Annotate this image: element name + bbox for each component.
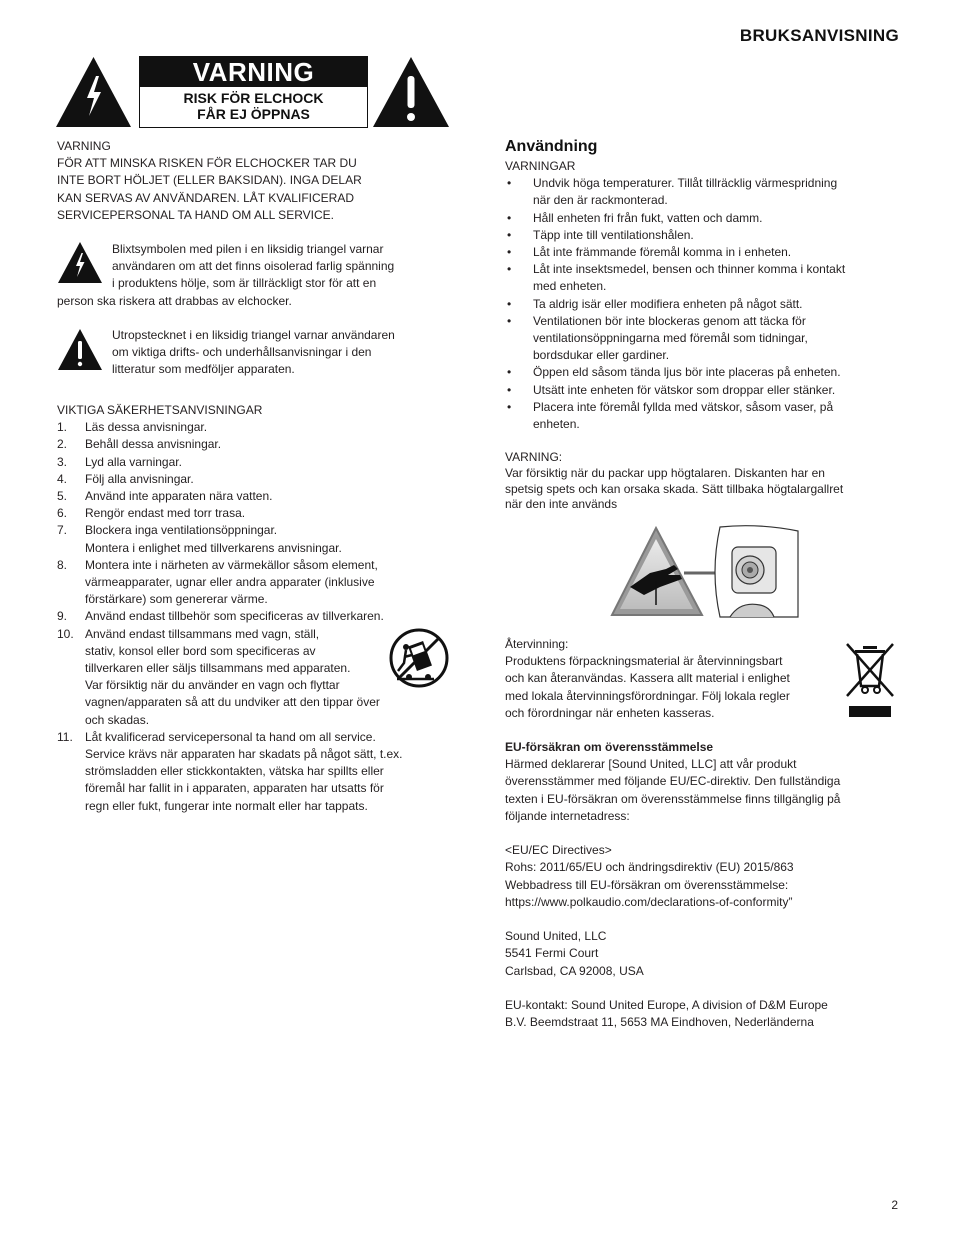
warning-line: KAN SERVAS AV ANVÄNDAREN. LÅT KVALIFICERAD bbox=[57, 190, 354, 205]
contact-line: EU-kontakt: Sound United Europe, A division of D&M Europe bbox=[505, 998, 828, 1012]
warning-line: FÖR ATT MINSKA RISKEN FÖR ELCHOCKER TAR DU bbox=[57, 156, 357, 171]
directives-url[interactable]: https://www.polkaudio.com/declarations-of-conformity” bbox=[505, 894, 793, 909]
warning-item bbox=[505, 261, 900, 295]
recycling-line: och förordningar när enheten kasseras. bbox=[505, 705, 715, 720]
address-line: Carlsbad, CA 92008, USA bbox=[505, 963, 644, 978]
safety-item bbox=[57, 608, 449, 625]
safety-item-number: 3. bbox=[57, 454, 68, 469]
page-number: 2 bbox=[891, 1198, 898, 1212]
safety-item-line: Montera i enlighet med tillverkarens anvisningar. bbox=[85, 540, 342, 555]
warning-section bbox=[57, 138, 449, 224]
safety-item-line: Använd endast tillbehör som specificeras av tillverkaren. bbox=[85, 609, 384, 624]
warning-item bbox=[505, 364, 900, 381]
lightning-explanation bbox=[112, 241, 452, 293]
warning-item-line: • Öppen eld såsom tända ljus bör inte placeras på enheten. bbox=[533, 365, 841, 380]
warning-heading: VARNING bbox=[57, 139, 111, 153]
document-header-title: BRUKSANVISNING bbox=[739, 26, 899, 45]
warning-item-line: • Låt inte främmande föremål komma in i enheten. bbox=[533, 245, 792, 259]
cart-tipover-warning-icon bbox=[388, 627, 450, 689]
exclamation-line: om viktiga drifts- och underhållsanvisningar i den bbox=[112, 345, 372, 360]
warning-item-line: ventilationsöppningarna med föremål som tidningar, bbox=[533, 331, 808, 346]
lightning-line-last: person ska riskera att drabbas av elchocker. bbox=[57, 293, 292, 308]
safety-item-line: Läs dessa anvisningar. bbox=[85, 420, 208, 435]
banner-line-1: RISK FÖR ELCHOCK bbox=[183, 90, 324, 106]
varning-line: när den inte används bbox=[505, 497, 618, 512]
warning-item bbox=[505, 175, 900, 209]
safety-item bbox=[57, 557, 449, 609]
safety-item-number: 11. bbox=[57, 729, 73, 744]
safety-item-line: strömsladden eller stickkontakten, vätska har spillts eller bbox=[85, 764, 384, 779]
safety-item-line: regn eller fukt, fungerar inte normalt eller har tappats. bbox=[85, 798, 368, 813]
warning-item-line: • Håll enheten fri från fukt, vatten och damm. bbox=[533, 210, 763, 225]
weee-crossed-bin-icon bbox=[843, 640, 897, 718]
warning-item-line: bordsdukar eller gardiner. bbox=[533, 348, 670, 363]
warning-item-line: • Låt inte insektsmedel, bensen och thinner komma i kontakt bbox=[533, 262, 846, 277]
exclamation-symbol-icon bbox=[57, 328, 103, 371]
safety-item-number: 5. bbox=[57, 489, 68, 503]
eu-line: överensstämmer med följande EU/EC-direktiv. Den fullständiga bbox=[505, 774, 841, 789]
varning-line: spetsig spets och kan orsaka skada. Sätt tillbaka högtalargallret bbox=[505, 481, 844, 496]
directives-line: <EU/EC Directives> bbox=[505, 843, 612, 858]
eu-line: Härmed deklarerar [Sound United, LLC] att vår produkt bbox=[505, 757, 797, 772]
safety-item bbox=[57, 729, 449, 815]
safety-item-line: stativ, konsol eller bord som specificeras av bbox=[85, 643, 316, 658]
safety-item-number: 8. bbox=[57, 557, 68, 572]
warning-item bbox=[505, 399, 900, 433]
safety-item-number: 7. bbox=[57, 523, 68, 538]
exclamation-line: litteratur som medföljer apparaten. bbox=[112, 362, 295, 377]
warning-item-line: med enheten. bbox=[533, 279, 607, 294]
safety-item bbox=[57, 488, 449, 505]
safety-item-line: värmeapparater, ugnar eller andra apparater (inklusive bbox=[85, 575, 375, 590]
warning-line: SERVICEPERSONAL TA HAND OM ALL SERVICE. bbox=[57, 207, 334, 222]
eu-line: texten i EU-försäkran om överensstämmelse finns tillgänglig på bbox=[505, 791, 841, 806]
varning-colon: : bbox=[558, 450, 563, 464]
address-line: 5541 Fermi Court bbox=[505, 946, 599, 961]
safety-item-number: 9. bbox=[57, 609, 68, 624]
varning-block bbox=[505, 449, 900, 513]
banner-title: VARNING bbox=[140, 57, 367, 87]
warning-item-line: när den är rackmonterad. bbox=[533, 193, 668, 208]
safety-item-line: vagnen/apparaten så att du undviker att den tippar över bbox=[85, 695, 380, 710]
warning-item bbox=[505, 313, 900, 365]
safety-item-line: Använd endast tillsammans med vagn, ställ, bbox=[85, 626, 320, 641]
safety-item-line: Följ alla anvisningar. bbox=[85, 471, 194, 486]
recycling-heading: Återvinning: bbox=[505, 637, 569, 651]
warning-item-line: • Undvik höga temperaturer. Tillåt tillräcklig värmespridning bbox=[533, 176, 838, 191]
warnings-list bbox=[505, 175, 900, 433]
warning-item-line: • Placera inte föremål fyllda med vätskor, såsom vaser, på bbox=[533, 399, 834, 414]
tweeter-caution-illustration bbox=[610, 525, 800, 620]
eu-declaration-block bbox=[505, 739, 900, 1031]
safety-item-line: Låt kvalificerad servicepersonal ta hand om all service. bbox=[85, 729, 376, 744]
warning-item bbox=[505, 296, 900, 313]
exclamation-line: Utropstecknet i en liksidig triangel varnar användaren bbox=[112, 328, 395, 342]
safety-item-number: 6. bbox=[57, 506, 68, 521]
warning-item-line: enheten. bbox=[533, 417, 580, 432]
safety-item-line: Var försiktig när du använder en vagn och flyttar bbox=[85, 678, 340, 693]
lightning-line: Blixtsymbolen med pilen i en liksidig triangel varnar bbox=[112, 242, 384, 256]
recycling-line: och kan återanvändas. Kassera allt material i enlighet bbox=[505, 671, 790, 686]
directives-line: Webbadress till EU-försäkran om överensstämmelse: bbox=[505, 877, 789, 892]
safety-item-number: 4. bbox=[57, 471, 68, 486]
lightning-warning-icon bbox=[55, 56, 132, 128]
usage-heading: Användning bbox=[505, 138, 598, 155]
safety-item bbox=[57, 471, 449, 488]
warning-item bbox=[505, 244, 900, 261]
lightning-line: i produktens hölje, som är tillräckligt stor för att en bbox=[112, 276, 377, 291]
safety-item bbox=[57, 419, 449, 436]
banner-line-2: FÅR EJ ÖPPNAS bbox=[197, 106, 310, 122]
lightning-line: användaren om att det finns oisolerad farlig spänning bbox=[112, 259, 395, 274]
safety-item-line: föremål har fallit in i apparaten, apparaten har utsatts för bbox=[85, 781, 384, 796]
varning-line: Var försiktig när du packar upp högtalaren. Diskanten har en bbox=[505, 466, 825, 481]
safety-heading: VIKTIGA SÄKERHETSANVISNINGAR bbox=[57, 403, 263, 417]
safety-item bbox=[57, 436, 449, 453]
safety-item bbox=[57, 454, 449, 471]
safety-instructions-list bbox=[57, 419, 449, 815]
warning-item bbox=[505, 227, 900, 244]
safety-item-line: tillverkaren eller säljs tillsammans med apparaten. bbox=[85, 661, 351, 676]
safety-item bbox=[57, 522, 449, 556]
safety-item-number: 2. bbox=[57, 437, 68, 452]
warning-line: INTE BORT HÖLJET (ELLER BAKSIDAN). INGA DELAR bbox=[57, 173, 362, 188]
warning-item bbox=[505, 210, 900, 227]
safety-item-number: 1. bbox=[57, 420, 68, 435]
warning-item-line: • Utsätt inte enheten för vätskor som droppar eller stänker. bbox=[533, 382, 836, 397]
contact-line: B.V. Beemdstraat 11, 5653 MA Eindhoven, Nederländerna bbox=[505, 1015, 814, 1030]
address-line: Sound United, LLC bbox=[505, 929, 607, 944]
lightning-symbol-icon bbox=[57, 241, 103, 284]
safety-item-number: 10. bbox=[57, 626, 74, 641]
safety-item-line: Rengör endast med torr trasa. bbox=[85, 506, 246, 521]
warning-item-line: • Täpp inte till ventilationshålen. bbox=[533, 227, 694, 242]
safety-item-line: Använd inte apparaten nära vatten. bbox=[85, 489, 273, 503]
exclamation-warning-icon bbox=[372, 56, 450, 128]
safety-item-line: Blockera inga ventilationsöppningar. bbox=[85, 523, 278, 538]
safety-item-line: och skadas. bbox=[85, 712, 150, 727]
warning-item-line: • Ta aldrig isär eller modifiera enheten på något sätt. bbox=[533, 296, 803, 311]
safety-item-line: Behåll dessa anvisningar. bbox=[85, 437, 222, 452]
warning-banner bbox=[139, 56, 368, 128]
varning-label: VARNING bbox=[505, 450, 559, 464]
eu-heading: EU-försäkran om överensstämmelse bbox=[505, 740, 714, 754]
recycling-line: Produktens förpackningsmaterial är återvinningsbart bbox=[505, 654, 783, 669]
exclamation-explanation bbox=[112, 327, 452, 379]
warnings-heading: VARNINGAR bbox=[505, 159, 576, 173]
recycling-block bbox=[505, 636, 845, 722]
warning-item-line: • Ventilationen bör inte blockeras genom att täcka för bbox=[533, 313, 806, 328]
directives-line: Rohs: 2011/65/EU och ändringsdirektiv (EU) 2015/863 bbox=[505, 860, 794, 875]
safety-item-line: Montera inte i närheten av värmekällor såsom element, bbox=[85, 557, 378, 572]
safety-item-line: förstärkare) som genererar värme. bbox=[85, 592, 268, 607]
safety-item bbox=[57, 505, 449, 522]
safety-item-line: Lyd alla varningar. bbox=[85, 454, 182, 469]
eu-line: följande internetadress: bbox=[505, 808, 630, 823]
safety-item-line: Service krävs när apparaten har skadats på något sätt, t.ex. bbox=[85, 747, 403, 762]
recycling-line: med lokala återvinningsförordningar. Följ lokala regler bbox=[505, 688, 790, 703]
warning-item bbox=[505, 382, 900, 399]
